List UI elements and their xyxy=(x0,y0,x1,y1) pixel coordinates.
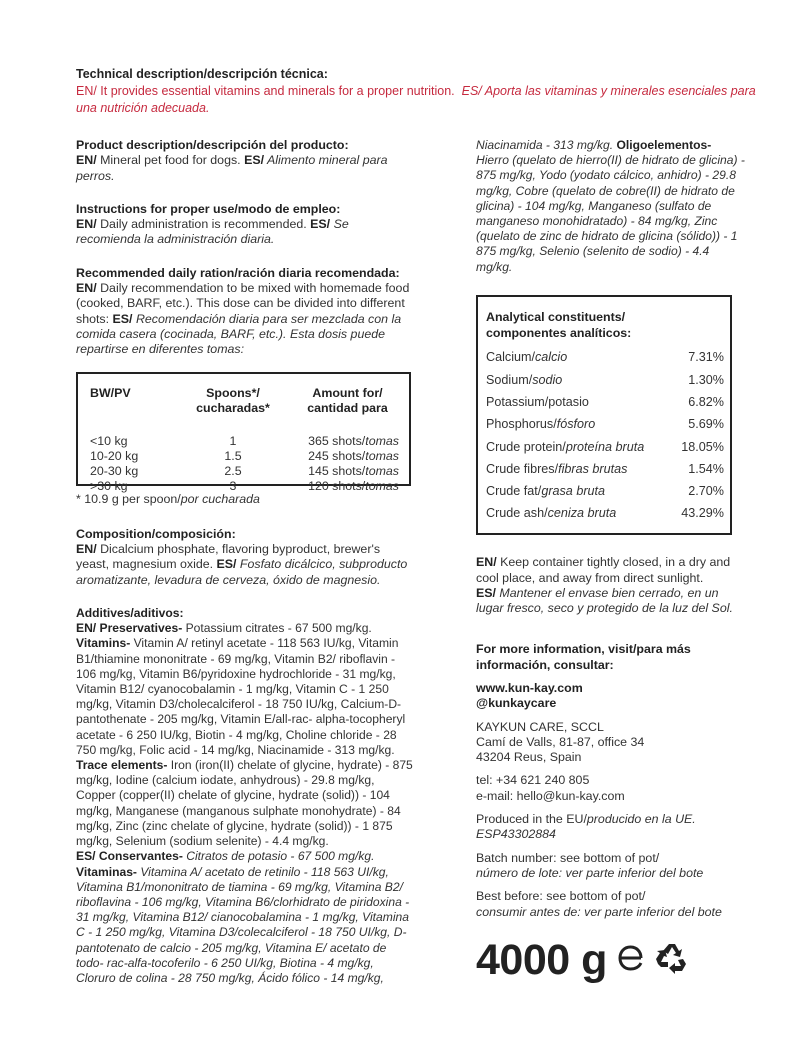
estimated-sign-icon xyxy=(615,943,647,977)
contact-email[interactable]: e-mail: hello@kun-kay.com xyxy=(476,788,625,803)
dose-amount-es: tomas xyxy=(365,433,399,448)
contact-web[interactable]: www.kun-kay.com xyxy=(476,680,583,695)
analytical-label: Phosphorus/ xyxy=(486,417,557,432)
dose-footnote-en: * 10.9 g per spoon/ xyxy=(76,491,181,506)
ration-section xyxy=(76,266,416,358)
additives-en-vit-tag: Vitamins- xyxy=(76,636,131,651)
best-before-section xyxy=(476,889,746,920)
left-column xyxy=(76,138,416,986)
storage-section xyxy=(476,555,746,616)
analytical-value: 18.05% xyxy=(681,439,724,454)
dose-header-spoons: Spoons*/ cucharadas* xyxy=(196,385,270,415)
analytical-label-es: ceniza bruta xyxy=(547,506,617,521)
production-section xyxy=(476,812,746,843)
technical-heading: Technical description/descripción técnica: xyxy=(76,67,328,81)
additives-es-trace: Hierro (quelato de hierro(II) de hidrato de glicina) - 875 mg/kg, Yodo (yodato cálcico, anhidro) - 29.8 mg/kg, Cobre (quelato de cobre(II) de hidrato de glicina) - 104 mg/kg, Manganeso (sulfato de manganeso monohidratado) - 84 mg/kg, Zinc (quelato de zinc de hidrato de glicina (sólido)) - 1 875 mg/kg, Selenio (selenito de sodio) - 4.4 mg/kg. xyxy=(476,153,745,274)
contact-section xyxy=(476,642,746,804)
dose-amount: 120 shots/ xyxy=(308,478,366,493)
instructions-section xyxy=(76,202,416,248)
analytical-value: 1.30% xyxy=(688,372,724,387)
composition-en: Dicalcium phosphate, flavoring byproduct, brewer's yeast, magnesium oxide. xyxy=(76,542,381,572)
instructions-es-tag: ES/ xyxy=(310,217,331,232)
storage-es: Mantener el envase bien cerrado, en un lugar fresco, seco y protegido de la luz del Sol. xyxy=(476,585,733,616)
contact-address-2: 43204 Reus, Spain xyxy=(476,750,582,765)
additives-es-cons-tag: ES/ Conservantes- xyxy=(76,849,183,864)
dose-bw: <10 kg xyxy=(90,433,128,448)
contact-address-1: Camí de Valls, 81-87, office 34 xyxy=(476,734,645,749)
analytical-label-es: proteína bruta xyxy=(565,439,645,454)
contact-heading: For more information, visit/para más información, consultar: xyxy=(476,642,691,672)
analytical-label: Crude fibres/ xyxy=(486,461,559,476)
batch-section xyxy=(476,851,746,882)
analytical-row xyxy=(486,391,724,413)
analytical-label-es: sodio xyxy=(532,372,563,387)
additives-es-trace-tag: Oligoelementos- xyxy=(616,138,712,152)
ration-en: Daily recommendation to be mixed with homemade food (cooked, BARF, etc.). This dose can be divided into different shots: xyxy=(76,281,410,326)
dose-footnote xyxy=(76,492,416,507)
composition-section xyxy=(76,527,416,588)
analytical-label-es: grasa bruta xyxy=(541,484,606,499)
analytical-value: 2.70% xyxy=(688,484,724,499)
analytical-row xyxy=(486,458,724,480)
composition-es-tag: ES/ xyxy=(216,557,237,572)
composition-es: Fosfato dicálcico, subproducto aromatizante, levadura de cerveza, óxido de magnesio. xyxy=(76,557,408,587)
product-heading: Product description/descripción del producto: xyxy=(76,138,349,152)
dose-row xyxy=(78,449,409,464)
dose-amount-es: tomas xyxy=(365,448,399,463)
analytical-row xyxy=(486,503,724,525)
dose-spoons: 1 xyxy=(229,433,237,448)
dose-header-row xyxy=(78,374,409,416)
dose-table xyxy=(76,372,411,493)
additives-en-pres-tag: EN/ Preservatives- xyxy=(76,621,183,636)
analytical-heading: Analytical constituents/ componentes analíticos: xyxy=(486,309,632,340)
analytical-label: Potassium/potasio xyxy=(486,394,589,409)
additives-es-vit-tag: Vitaminas- xyxy=(76,864,137,879)
dose-row xyxy=(78,464,409,479)
product-en-tag: EN/ xyxy=(76,153,97,168)
production-es: producido en la UE. xyxy=(586,812,696,827)
dose-amount-es: tomas xyxy=(365,478,399,493)
batch-en: Batch number: see bottom of pot/ xyxy=(476,850,660,865)
analytical-row xyxy=(486,414,724,436)
composition-heading: Composition/composición: xyxy=(76,526,236,541)
dose-amount: 365 shots/ xyxy=(308,433,366,448)
contact-social[interactable]: @kunkaycare xyxy=(476,696,557,711)
instructions-es: Se recomienda la administración diaria. xyxy=(76,217,349,247)
additives-en-trace: Iron (iron(II) chelate of glycine, hydrate) - 875 mg/kg, Iodine (calcium iodate, anhydrous) - 29.8 mg/kg, Copper (copper(II) chelate of glycine, hydrate (solid)) - 104 mg/kg, Manganese (manganous sulphate monohydrate) - 84 mg/kg, Zinc (zinc chelate of glycine, hydrate (solid)) - 1 875 mg/kg, Selenium (sodium selenite) - 4.4 mg/kg. xyxy=(76,758,413,849)
dose-amount: 145 shots/ xyxy=(308,463,366,478)
product-es-tag: ES/ xyxy=(244,153,265,168)
instructions-en-tag: EN/ xyxy=(76,217,97,232)
analytical-label: Sodium/ xyxy=(486,372,533,387)
additives-es-vit: Vitamina A/ acetato de retinilo - 118 563 UI/kg, Vitamina B1/mononitrato de tiamina - 69 mg/kg, Vitamina B2/ riboflavina - 106 mg/kg, Vitamina B6/clorhidrato de piridoxina - 31 mg/kg, Vitamina B12/ cianocobalamina - 1 mg/kg, Vitamina C - 1 250 mg/kg, Vitamina D3/colecalciferol - 18 750 UI/kg, D-pantotenato de calcio - 205 mg/kg, Vitamina E/ acetato de todo- rac-alfa-tocoferilo - 6 250 UI/kg, Biotina - 4 mg/kg, Cloruro de colina - 28 750 mg/kg, Ácido fólico - 14 mg/kg, xyxy=(76,864,410,985)
right-column xyxy=(476,138,746,982)
additives-es-continued xyxy=(476,138,746,275)
dose-amount-es: tomas xyxy=(365,463,399,478)
net-weight-row xyxy=(476,935,746,984)
production-code: ESP43302884 xyxy=(476,827,556,842)
dose-spoons: 3 xyxy=(229,478,237,493)
dose-spoons: 1.5 xyxy=(224,448,242,463)
production-en: Produced in the EU/ xyxy=(476,812,587,827)
storage-en: Keep container tightly closed, in a dry and cool place, and away from direct sunlight. xyxy=(476,555,731,585)
analytical-label: Crude protein/ xyxy=(486,439,566,454)
analytical-value: 43.29% xyxy=(681,506,724,521)
dose-amount: 245 shots/ xyxy=(308,448,366,463)
analytical-label: Crude fat/ xyxy=(486,484,542,499)
additives-section xyxy=(76,606,416,986)
dose-row xyxy=(78,479,409,494)
net-weight: 4000 g xyxy=(476,935,607,984)
additives-en-pres: Potassium citrates - 67 500 mg/kg. xyxy=(182,621,372,636)
analytical-constituents-box xyxy=(476,295,732,535)
contact-tel[interactable]: tel: +34 621 240 805 xyxy=(476,773,590,788)
dose-spoons: 2.5 xyxy=(224,463,242,478)
analytical-label-es: fibras brutas xyxy=(558,461,628,476)
analytical-label-es: calcio xyxy=(535,350,568,365)
analytical-label: Calcium/ xyxy=(486,350,535,365)
analytical-value: 7.31% xyxy=(688,350,724,365)
dose-header-amount: Amount for/ cantidad para xyxy=(307,385,388,415)
technical-es: ES/ Aporta las vitaminas y minerales esenciales para una nutrición adecuada. xyxy=(76,84,756,115)
analytical-value: 5.69% xyxy=(688,417,724,432)
additives-es-trace-lead: Niacinamida - 313 mg/kg. xyxy=(476,138,617,152)
best-before-es: consumir antes de: ver parte inferior del bote xyxy=(476,904,722,919)
storage-en-tag: EN/ xyxy=(476,555,497,570)
analytical-row xyxy=(486,481,724,503)
analytical-row xyxy=(486,369,724,391)
ration-es-tag: ES/ xyxy=(112,311,133,326)
technical-en: EN/ It provides essential vitamins and minerals for a proper nutrition. xyxy=(76,84,455,98)
additives-en-vit: Vitamin A/ retinyl acetate - 118 563 IU/kg, Vitamin B1/thiamine mononitrate - 69 mg/kg, Vitamin B2/ riboflavin - 106 mg/kg, Vitamin B6/pyridoxine hydrochloride - 31 mg/kg, Vitamin B12/ cyanocobalamin - 1 mg/kg, Vitamin C - 1 250 mg/kg, Vitamin D3/cholecalciferol - 18 750 IU/kg, Calcium-D-pantothenate - 205 mg/kg, Vitamin E/all-rac- alpha-tocopheryl acetate - 6 250 IU/kg, Biotin - 4 mg/kg, Choline chloride - 28 750 mg/kg, Folic acid - 14 mg/kg, Niacinamide - 313 mg/kg. xyxy=(76,636,406,757)
contact-company: KAYKUN CARE, SCCL xyxy=(476,719,604,734)
dose-bw: >30 kg xyxy=(90,478,128,493)
composition-en-tag: EN/ xyxy=(76,542,97,557)
best-before-en: Best before: see bottom of pot/ xyxy=(476,889,646,904)
additives-es-cons: Citratos de potasio - 67 500 mg/kg. xyxy=(182,849,375,864)
dose-footnote-es: por cucharada xyxy=(180,491,260,506)
storage-es-tag: ES/ xyxy=(476,585,496,600)
product-es: Alimento mineral para perros. xyxy=(76,153,388,183)
analytical-value: 6.82% xyxy=(688,394,724,409)
ration-es: Recomendación diaria para ser mezclada con la comida casera (cocinada, BARF, etc.). Esta dosis puede repartirse en diferentes tomas: xyxy=(76,311,402,357)
dose-row xyxy=(78,434,409,449)
dose-bw: 20-30 kg xyxy=(90,463,139,478)
analytical-label: Crude ash/ xyxy=(486,506,548,521)
ration-heading: Recommended daily ration/ración diaria recomendada: xyxy=(76,265,400,280)
additives-en-trace-tag: Trace elements- xyxy=(76,758,168,773)
dose-bw: 10-20 kg xyxy=(90,448,139,463)
instructions-heading: Instructions for proper use/modo de empleo: xyxy=(76,201,341,216)
dose-header-bw: BW/PV xyxy=(90,385,131,400)
recycle-icon xyxy=(655,942,689,978)
analytical-row xyxy=(486,347,724,369)
instructions-en: Daily administration is recommended. xyxy=(96,217,311,232)
technical-description xyxy=(76,66,756,117)
analytical-label-es: fósforo xyxy=(556,417,596,432)
analytical-value: 1.54% xyxy=(688,461,724,476)
analytical-row xyxy=(486,436,724,458)
product-en: Mineral pet food for dogs. xyxy=(96,153,245,168)
ration-en-tag: EN/ xyxy=(76,281,97,296)
batch-es: número de lote: ver parte inferior del bote xyxy=(476,865,704,880)
additives-heading: Additives/aditivos: xyxy=(76,606,184,621)
product-section xyxy=(76,138,416,184)
